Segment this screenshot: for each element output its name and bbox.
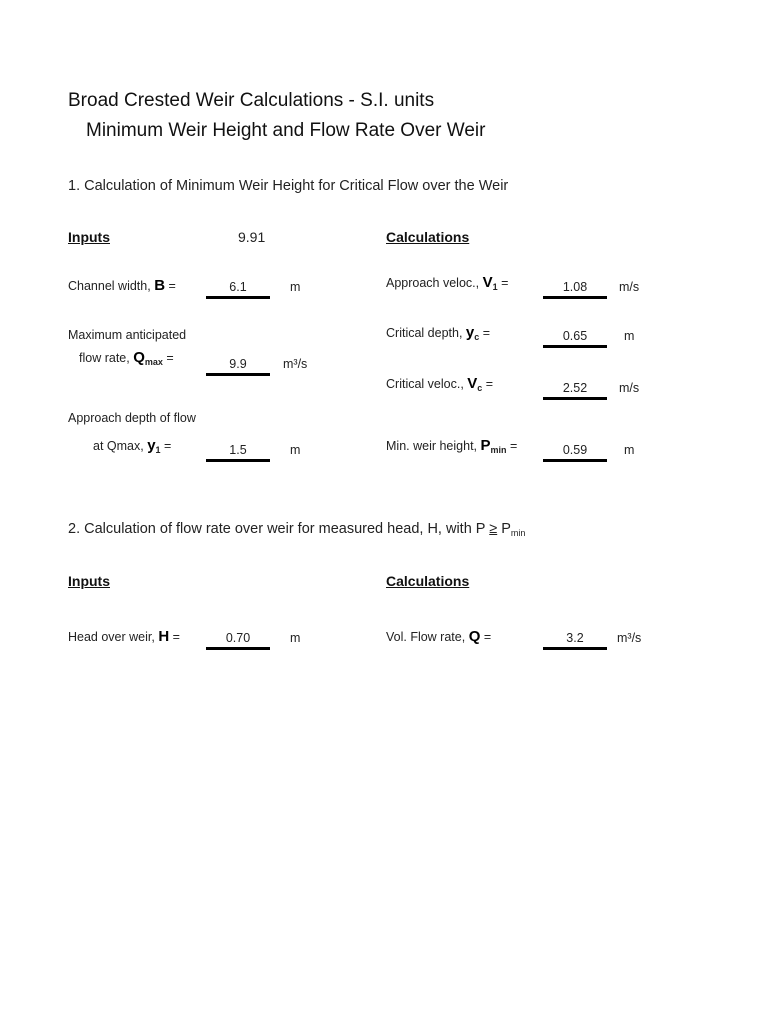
critical-velocity-unit: m/s bbox=[619, 381, 640, 395]
critical-velocity-label: Critical veloc., $V_c$ = bbox=[386, 375, 494, 393]
approach-depth-label: at Qmax, $y_1$ = bbox=[93, 437, 172, 455]
approach-depth-value[interactable]: 1.5 bbox=[206, 443, 270, 462]
head-over-weir-unit: m bbox=[290, 631, 301, 645]
page-subtitle: Minimum Weir Height and Flow Rate Over Weir bbox=[86, 120, 486, 141]
qmax-unit: m³/s bbox=[283, 357, 308, 371]
section-1-calculations-heading: Calculations bbox=[386, 229, 470, 245]
approach-velocity-value: 1.08 bbox=[543, 280, 607, 299]
section-2-inputs-heading: Inputs bbox=[68, 573, 110, 589]
head-over-weir-value[interactable]: 0.70 bbox=[206, 631, 270, 650]
section-2-calculations-heading: Calculations bbox=[386, 573, 470, 589]
flow-rate-unit: m³/s bbox=[617, 631, 642, 645]
channel-width-value[interactable]: 6.1 bbox=[206, 280, 270, 299]
qmax-label: flow rate, $Q_{max}$ = bbox=[79, 349, 174, 367]
channel-width-unit: m bbox=[290, 280, 301, 294]
free-cell-value: 9.91 bbox=[238, 229, 266, 245]
page-title: Broad Crested Weir Calculations - S.I. units bbox=[68, 90, 435, 111]
min-weir-height-value: 0.59 bbox=[543, 443, 607, 462]
flow-rate-value: 3.2 bbox=[543, 631, 607, 650]
qmax-value[interactable]: 9.9 bbox=[206, 357, 270, 376]
section-1-heading: 1. Calculation of Minimum Weir Height for Critical Flow over the Weir bbox=[68, 178, 509, 194]
min-weir-height-label: Min. weir height, $P_{min}$ = bbox=[386, 437, 518, 455]
approach-depth-unit: m bbox=[290, 443, 301, 457]
critical-velocity-value: 2.52 bbox=[543, 381, 607, 400]
flow-rate-label: Vol. Flow rate, Q = bbox=[386, 628, 492, 645]
section-2-heading: 2. Calculation of flow rate over weir for measured head, H, with $P \ge P_{min}$ bbox=[68, 521, 526, 538]
section-1-inputs-heading: Inputs bbox=[68, 229, 110, 245]
critical-depth-label: Critical depth, $y_c$ = bbox=[386, 324, 491, 342]
min-weir-height-unit: m bbox=[624, 443, 635, 457]
critical-depth-unit: m bbox=[624, 329, 635, 343]
head-over-weir-label: Head over weir, H = bbox=[68, 628, 180, 645]
critical-depth-value: 0.65 bbox=[543, 329, 607, 348]
channel-width-label: Channel width, B = bbox=[68, 277, 176, 294]
qmax-label-line1: Maximum anticipated bbox=[68, 328, 187, 342]
approach-velocity-unit: m/s bbox=[619, 280, 640, 294]
approach-depth-label-line1: Approach depth of flow bbox=[68, 411, 196, 425]
approach-velocity-label: Approach veloc., $V_1$ = bbox=[386, 274, 509, 292]
